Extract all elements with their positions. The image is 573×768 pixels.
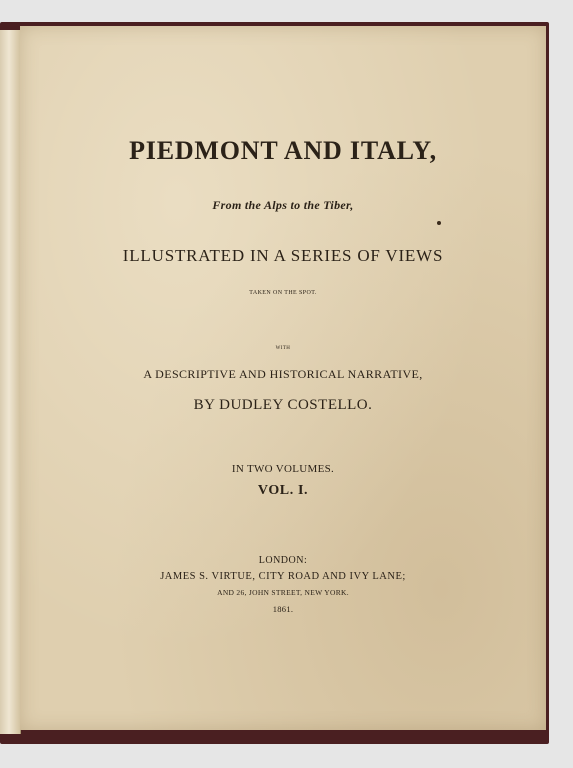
volume-number: VOL. I. [257,483,309,498]
imprint-city: LONDON: [258,555,308,566]
book-title: PIEDMONT AND ITALY, [129,136,437,165]
narrative-line: A DESCRIPTIVE AND HISTORICAL NARRATIVE, [143,367,423,381]
volumes-line: IN TWO VOLUMES. [231,463,335,475]
taken-on-spot-line: TAKEN ON THE SPOT. [249,290,317,296]
foxing-speck [437,221,441,225]
imprint-publisher: JAMES S. VIRTUE, CITY ROAD AND IVY LANE; [160,571,406,582]
imprint-address: AND 26, JOHN STREET, NEW YORK. [217,588,349,597]
imprint-year: 1861. [272,604,294,614]
illustrated-line: ILLUSTRATED IN A SERIES OF VIEWS [122,246,444,265]
gothic-subtitle: From the Alps to the Tiber, [212,198,354,212]
with-line: WITH [275,346,291,351]
title-page [20,26,546,730]
author-line: BY DUDLEY COSTELLO. [193,397,373,413]
book-spine-edge [0,30,21,734]
